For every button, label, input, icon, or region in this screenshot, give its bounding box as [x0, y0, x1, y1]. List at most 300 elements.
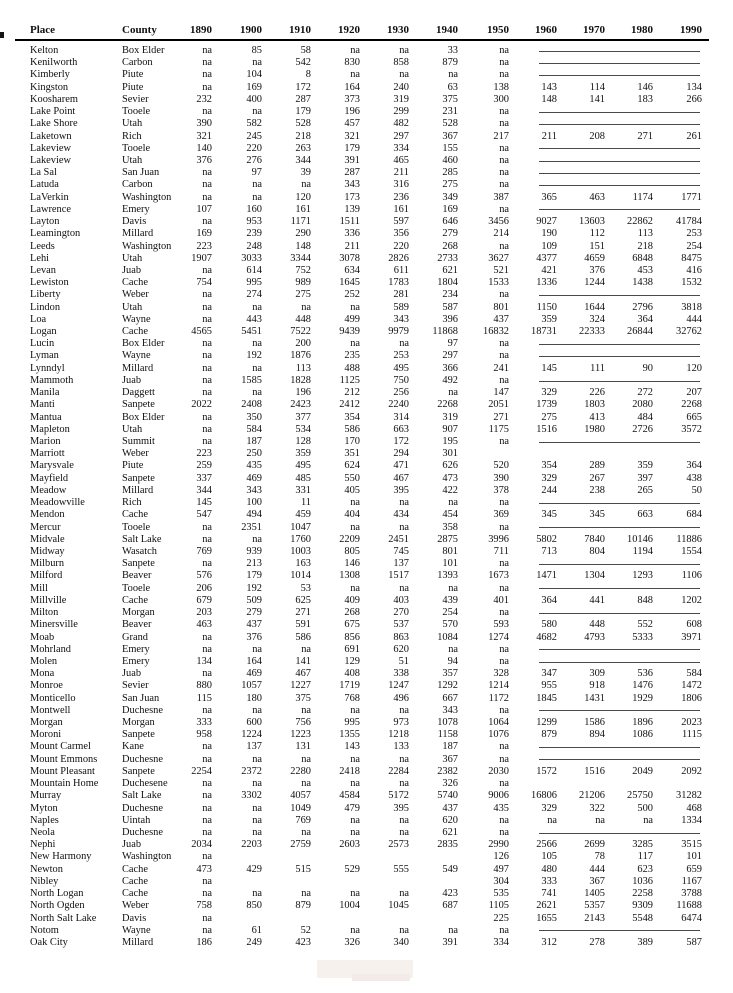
population-cell-1930: 465: [393, 154, 409, 166]
population-cell-1980: 1896: [632, 717, 653, 729]
population-cell-1930: 482: [393, 118, 409, 130]
population-cell-1940: 454: [442, 509, 458, 521]
population-cell-1960: 580: [541, 619, 557, 631]
place-cell: Milburn: [30, 558, 65, 570]
population-cell-1940: 349: [442, 191, 458, 203]
population-cell-1890: na: [202, 704, 212, 716]
place-cell: Marysvale: [30, 460, 74, 472]
population-cell-1910: 271: [295, 607, 311, 619]
population-cell-1920: na: [350, 45, 360, 56]
population-cell-1940: 423: [442, 888, 458, 900]
population-cell-1900: na: [252, 338, 262, 350]
population-cell-1910: 1876: [290, 350, 311, 362]
table-row: [30, 179, 702, 191]
population-cell-1900: 180: [246, 692, 262, 704]
population-cell-1970: na: [595, 814, 605, 826]
population-cell-1990: 31282: [676, 790, 702, 802]
population-cell-1930: 589: [393, 301, 409, 313]
population-cell-1930: 403: [393, 594, 409, 606]
population-cell-1890: na: [202, 741, 212, 753]
county-cell: Washington: [122, 851, 172, 863]
place-cell: Molen: [30, 655, 58, 667]
population-cell-1900: na: [252, 704, 262, 716]
population-cell-1910: 120: [295, 191, 311, 203]
county-cell: Juab: [122, 668, 142, 680]
county-cell: Juab: [122, 264, 142, 276]
table-row: [30, 668, 702, 680]
population-cell-1930: 471: [393, 460, 409, 472]
column-header: 1890: [190, 24, 212, 36]
population-cell-1920: na: [350, 301, 360, 313]
population-cell-1920: 373: [344, 93, 360, 105]
population-cell-1910: 3344: [290, 252, 311, 264]
population-cell-1970: 21206: [579, 790, 605, 802]
population-cell-1980: 271: [637, 130, 653, 142]
population-cell-1900: 213: [246, 558, 262, 570]
county-cell: Millard: [122, 362, 154, 374]
population-cell-1910: 752: [295, 264, 311, 276]
population-cell-1990: 11886: [676, 533, 702, 545]
population-cell-1950: na: [499, 778, 509, 790]
population-cell-1940: 1084: [437, 631, 458, 643]
population-cell-1960: 879: [541, 729, 557, 741]
population-cell-1890: 576: [196, 570, 212, 582]
population-cell-1890: na: [202, 558, 212, 570]
county-cell: Wayne: [122, 924, 151, 936]
population-cell-1950: 3627: [488, 252, 509, 264]
place-cell: Monticello: [30, 692, 76, 704]
population-cell-1920: na: [350, 497, 360, 509]
population-cell-1970: 112: [589, 228, 605, 240]
place-cell: Loa: [30, 313, 47, 325]
population-cell-1900: 2351: [241, 521, 262, 533]
population-cell-1930: 2573: [388, 839, 409, 851]
no-data-dash-line: [539, 442, 700, 443]
table-row: [30, 509, 702, 521]
place-cell: Mercur: [30, 521, 61, 533]
place-cell: North Salt Lake: [30, 912, 97, 924]
table-row: [30, 913, 702, 925]
population-cell-1930: na: [399, 338, 409, 350]
population-cell-1920: 499: [344, 313, 360, 325]
population-cell-1990: 1202: [681, 594, 702, 606]
table-row: [30, 460, 702, 472]
population-cell-1930: 858: [393, 57, 409, 69]
population-cell-1910: 163: [295, 558, 311, 570]
population-cell-1950: na: [499, 350, 509, 362]
population-cell-1980: 1194: [632, 545, 653, 557]
population-cell-1940: 1158: [437, 729, 458, 741]
county-cell: Weber: [122, 289, 149, 301]
population-cell-1920: 211: [344, 240, 360, 252]
population-cell-1890: 223: [196, 240, 212, 252]
population-cell-1900: 249: [246, 936, 262, 948]
table-row: [30, 289, 702, 301]
population-cell-1900: 469: [246, 668, 262, 680]
population-cell-1900: 494: [246, 509, 262, 521]
population-cell-1930: na: [399, 497, 409, 509]
population-cell-1900: 169: [246, 81, 262, 93]
table-row: [30, 595, 702, 607]
population-cell-1930: 2451: [388, 533, 409, 545]
population-cell-1920: 321: [344, 130, 360, 142]
population-cell-1940: 366: [442, 362, 458, 374]
population-cell-1890: na: [202, 790, 212, 802]
population-cell-1980: 2080: [632, 399, 653, 411]
place-cell: Kenilworth: [30, 57, 78, 69]
population-cell-1950: 521: [493, 264, 509, 276]
population-cell-1970: 463: [589, 191, 605, 203]
population-cell-1890: 4565: [191, 326, 212, 338]
table-body: [30, 45, 702, 949]
population-cell-1950: 241: [493, 362, 509, 374]
population-cell-1910: 287: [295, 93, 311, 105]
population-cell-1950: 300: [493, 93, 509, 105]
county-cell: Summit: [122, 436, 155, 447]
population-cell-1940: 187: [442, 741, 458, 753]
population-cell-1940: na: [448, 924, 458, 936]
population-cell-1900: 276: [246, 154, 262, 166]
population-cell-1920: 408: [344, 668, 360, 680]
county-cell: Washington: [122, 191, 172, 203]
population-cell-1890: 463: [196, 619, 212, 631]
population-cell-1980: 663: [637, 509, 653, 521]
table-row: [30, 522, 702, 534]
county-cell: Salt Lake: [122, 790, 162, 802]
county-cell: Millard: [122, 484, 154, 496]
population-cell-1960: 145: [541, 362, 557, 374]
population-cell-1910: 8: [305, 69, 311, 81]
population-cell-1900: 1224: [241, 729, 262, 741]
population-cell-1950: na: [499, 753, 509, 765]
population-cell-1890: 186: [196, 936, 212, 948]
population-cell-1940: 326: [442, 778, 458, 790]
population-cell-1910: 1049: [290, 802, 311, 814]
population-cell-1900: 437: [246, 619, 262, 631]
table-row: [30, 387, 702, 399]
population-cell-1920: 691: [344, 643, 360, 655]
county-cell: Duchesne: [122, 827, 163, 838]
population-cell-1990: 584: [686, 668, 702, 680]
county-cell: Rich: [122, 130, 142, 142]
no-data-dash-line: [539, 649, 700, 650]
population-cell-1910: 39: [300, 167, 311, 179]
population-cell-1910: 515: [295, 863, 311, 875]
population-cell-1940: 1393: [437, 570, 458, 582]
population-cell-1940: na: [448, 69, 458, 81]
population-cell-1960: 713: [541, 545, 557, 557]
population-cell-1960: 105: [541, 851, 557, 863]
population-cell-1900: 3033: [241, 252, 262, 264]
population-cell-1900: 137: [246, 741, 262, 753]
population-cell-1950: 1533: [488, 277, 509, 289]
population-cell-1980: 218: [637, 240, 653, 252]
population-cell-1980: 10146: [627, 533, 653, 545]
population-cell-1990: 266: [686, 93, 702, 105]
population-cell-1900: 192: [246, 582, 262, 594]
population-cell-1920: 1355: [339, 729, 360, 741]
population-cell-1890: na: [202, 778, 212, 790]
population-cell-1920: 550: [344, 472, 360, 484]
population-cell-1900: 97: [251, 167, 262, 179]
population-cell-1970: 278: [589, 936, 605, 948]
population-cell-1920: 4584: [339, 790, 360, 802]
table-row: [30, 448, 702, 460]
table-row: [30, 436, 702, 448]
population-cell-1910: 375: [295, 692, 311, 704]
population-cell-1900: 953: [246, 216, 262, 228]
population-cell-1890: 259: [196, 460, 212, 472]
population-cell-1900: 248: [246, 240, 262, 252]
column-header: 1950: [487, 24, 509, 36]
population-cell-1920: 173: [344, 191, 360, 203]
place-cell: Kingston: [30, 81, 69, 93]
population-cell-1980: 26844: [627, 326, 653, 338]
no-data-dash-line: [539, 662, 700, 663]
column-header: 1980: [631, 24, 653, 36]
population-cell-1910: 148: [295, 240, 311, 252]
county-cell: Sanpete: [122, 399, 155, 411]
population-cell-1980: 183: [637, 93, 653, 105]
population-cell-1890: na: [202, 313, 212, 325]
population-cell-1950: na: [499, 374, 509, 386]
population-cell-1930: na: [399, 753, 409, 765]
population-cell-1920: 287: [344, 167, 360, 179]
population-cell-1990: 684: [686, 509, 702, 521]
county-cell: Wasatch: [122, 545, 157, 557]
population-cell-1930: 1247: [388, 680, 409, 692]
population-cell-1910: 1003: [290, 545, 311, 557]
population-cell-1910: 2280: [290, 765, 311, 777]
place-cell: North Ogden: [30, 900, 85, 912]
population-cell-1940: na: [448, 387, 458, 399]
place-cell: Nibley: [30, 875, 59, 887]
table-row: [30, 253, 702, 265]
place-cell: Liberty: [30, 289, 61, 301]
population-cell-1960: 275: [541, 411, 557, 423]
county-cell: Tooele: [122, 142, 151, 154]
population-cell-1920: 351: [344, 448, 360, 460]
column-header: 1970: [583, 24, 605, 36]
population-cell-1990: 207: [686, 387, 702, 399]
population-cell-1980: 1086: [632, 729, 653, 741]
population-cell-1960: 421: [541, 264, 557, 276]
county-cell: Piute: [122, 69, 144, 81]
population-cell-1900: 435: [246, 460, 262, 472]
population-cell-1970: 1803: [584, 399, 605, 411]
no-data-dash-line: [539, 161, 700, 162]
population-cell-1890: 203: [196, 607, 212, 619]
population-cell-1990: 2092: [681, 765, 702, 777]
population-cell-1990: 3515: [681, 839, 702, 851]
population-cell-1940: 231: [442, 106, 458, 118]
table-row: [30, 167, 702, 179]
no-data-dash-line: [539, 63, 700, 64]
population-cell-1890: na: [202, 106, 212, 118]
county-cell: Cache: [122, 509, 148, 521]
county-cell: Rich: [122, 497, 142, 509]
place-cell: Kimberly: [30, 69, 70, 81]
county-cell: Morgan: [122, 717, 155, 729]
population-cell-1980: 90: [642, 362, 653, 374]
county-cell: Morgan: [122, 607, 155, 619]
population-cell-1940: 2733: [437, 252, 458, 264]
population-cell-1980: 5548: [632, 912, 653, 924]
population-cell-1980: 3285: [632, 839, 653, 851]
county-cell: Duchesene: [122, 778, 168, 790]
place-cell: LaVerkin: [30, 191, 69, 203]
population-cell-1960: 1516: [536, 423, 557, 435]
column-header: 1960: [535, 24, 557, 36]
table-row: [30, 204, 702, 216]
population-cell-1920: na: [350, 338, 360, 350]
population-cell-1950: 147: [493, 387, 509, 399]
population-cell-1930: 338: [393, 668, 409, 680]
population-cell-1980: na: [643, 814, 653, 826]
population-cell-1910: 423: [295, 936, 311, 948]
population-cell-1940: na: [448, 643, 458, 655]
population-cell-1910: 1171: [290, 216, 311, 228]
population-cell-1910: 586: [295, 631, 311, 643]
population-cell-1930: 973: [393, 717, 409, 729]
population-cell-1930: 340: [393, 936, 409, 948]
population-cell-1980: 484: [637, 411, 653, 423]
population-cell-1900: 584: [246, 423, 262, 435]
population-cell-1930: 256: [393, 387, 409, 399]
population-cell-1930: na: [399, 778, 409, 790]
population-cell-1950: na: [499, 827, 509, 838]
population-cell-1970: 804: [589, 545, 605, 557]
population-cell-1910: 179: [295, 106, 311, 118]
population-cell-1900: 582: [246, 118, 262, 130]
population-cell-1980: 146: [637, 81, 653, 93]
population-cell-1930: 1783: [388, 277, 409, 289]
population-cell-1940: 2268: [437, 399, 458, 411]
population-cell-1970: 151: [589, 240, 605, 252]
population-cell-1970: 918: [589, 680, 605, 692]
no-data-dash-line: [539, 759, 700, 760]
population-cell-1910: 4057: [290, 790, 311, 802]
population-cell-1990: 1106: [681, 570, 702, 582]
population-cell-1950: na: [499, 704, 509, 716]
population-cell-1930: na: [399, 827, 409, 838]
ink-speck: [0, 32, 4, 38]
column-header: 1940: [436, 24, 458, 36]
population-cell-1890: na: [202, 423, 212, 435]
population-cell-1890: na: [202, 643, 212, 655]
place-cell: Moab: [30, 631, 55, 643]
population-cell-1900: 1585: [241, 374, 262, 386]
population-cell-1910: 359: [295, 448, 311, 460]
population-cell-1950: na: [499, 154, 509, 166]
population-cell-1920: 196: [344, 106, 360, 118]
table-row: [30, 399, 702, 411]
population-cell-1900: 614: [246, 264, 262, 276]
population-cell-1900: 343: [246, 484, 262, 496]
population-cell-1890: 140: [196, 142, 212, 154]
table-row: [30, 864, 702, 876]
population-cell-1890: 145: [196, 497, 212, 509]
no-data-dash-line: [539, 148, 700, 149]
no-data-dash-line: [539, 295, 700, 296]
population-cell-1940: 301: [442, 448, 458, 460]
population-cell-1950: 1064: [488, 717, 509, 729]
population-cell-1980: 2049: [632, 765, 653, 777]
no-data-dash-line: [539, 833, 700, 834]
population-cell-1910: 528: [295, 118, 311, 130]
table-row: [30, 741, 702, 753]
no-data-dash-line: [539, 613, 700, 614]
population-cell-1950: 3996: [488, 533, 509, 545]
population-cell-1900: 350: [246, 411, 262, 423]
population-cell-1930: na: [399, 521, 409, 533]
population-cell-1940: 626: [442, 460, 458, 472]
population-cell-1910: 331: [295, 484, 311, 496]
column-header: 1900: [240, 24, 262, 36]
population-cell-1950: 271: [493, 411, 509, 423]
population-cell-1960: 16806: [531, 790, 557, 802]
population-cell-1950: 535: [493, 888, 509, 900]
population-cell-1910: na: [301, 643, 311, 655]
population-cell-1920: 252: [344, 289, 360, 301]
population-cell-1910: 1014: [290, 570, 311, 582]
population-cell-1890: 769: [196, 545, 212, 557]
population-cell-1890: na: [202, 167, 212, 179]
population-cell-1920: 624: [344, 460, 360, 472]
population-cell-1950: na: [499, 106, 509, 118]
table-row: [30, 302, 702, 314]
place-cell: Lyman: [30, 350, 59, 362]
place-cell: Mill: [30, 582, 48, 594]
population-cell-1990: 444: [686, 313, 702, 325]
population-cell-1940: 2875: [437, 533, 458, 545]
population-cell-1960: 359: [541, 313, 557, 325]
population-cell-1940: 358: [442, 521, 458, 533]
table-row: [30, 350, 702, 362]
county-cell: Box Elder: [122, 411, 165, 423]
table-row: [30, 424, 702, 436]
table-row: [30, 216, 702, 228]
population-cell-1960: 329: [541, 472, 557, 484]
population-cell-1890: na: [202, 436, 212, 447]
population-cell-1950: na: [499, 582, 509, 594]
population-cell-1970: 7840: [584, 533, 605, 545]
place-cell: Mona: [30, 668, 55, 680]
population-cell-1900: 376: [246, 631, 262, 643]
place-cell: Neola: [30, 827, 55, 838]
population-cell-1950: 2990: [488, 839, 509, 851]
population-cell-1950: 2030: [488, 765, 509, 777]
population-cell-1950: 369: [493, 509, 509, 521]
no-data-dash-line: [539, 185, 700, 186]
county-cell: Millard: [122, 228, 154, 240]
population-cell-1920: 2603: [339, 839, 360, 851]
population-cell-1910: 495: [295, 460, 311, 472]
county-cell: Utah: [122, 301, 143, 313]
population-cell-1980: 2796: [632, 301, 653, 313]
population-cell-1960: 5802: [536, 533, 557, 545]
population-cell-1930: 294: [393, 448, 409, 460]
scan-artifact-shadow: [352, 974, 410, 981]
population-cell-1890: na: [202, 45, 212, 56]
population-cell-1930: 1218: [388, 729, 409, 741]
county-cell: Carbon: [122, 179, 153, 191]
population-cell-1970: 4659: [584, 252, 605, 264]
population-cell-1950: na: [499, 338, 509, 350]
population-cell-1890: na: [202, 374, 212, 386]
population-cell-1910: 1047: [290, 521, 311, 533]
table-row: [30, 827, 702, 839]
